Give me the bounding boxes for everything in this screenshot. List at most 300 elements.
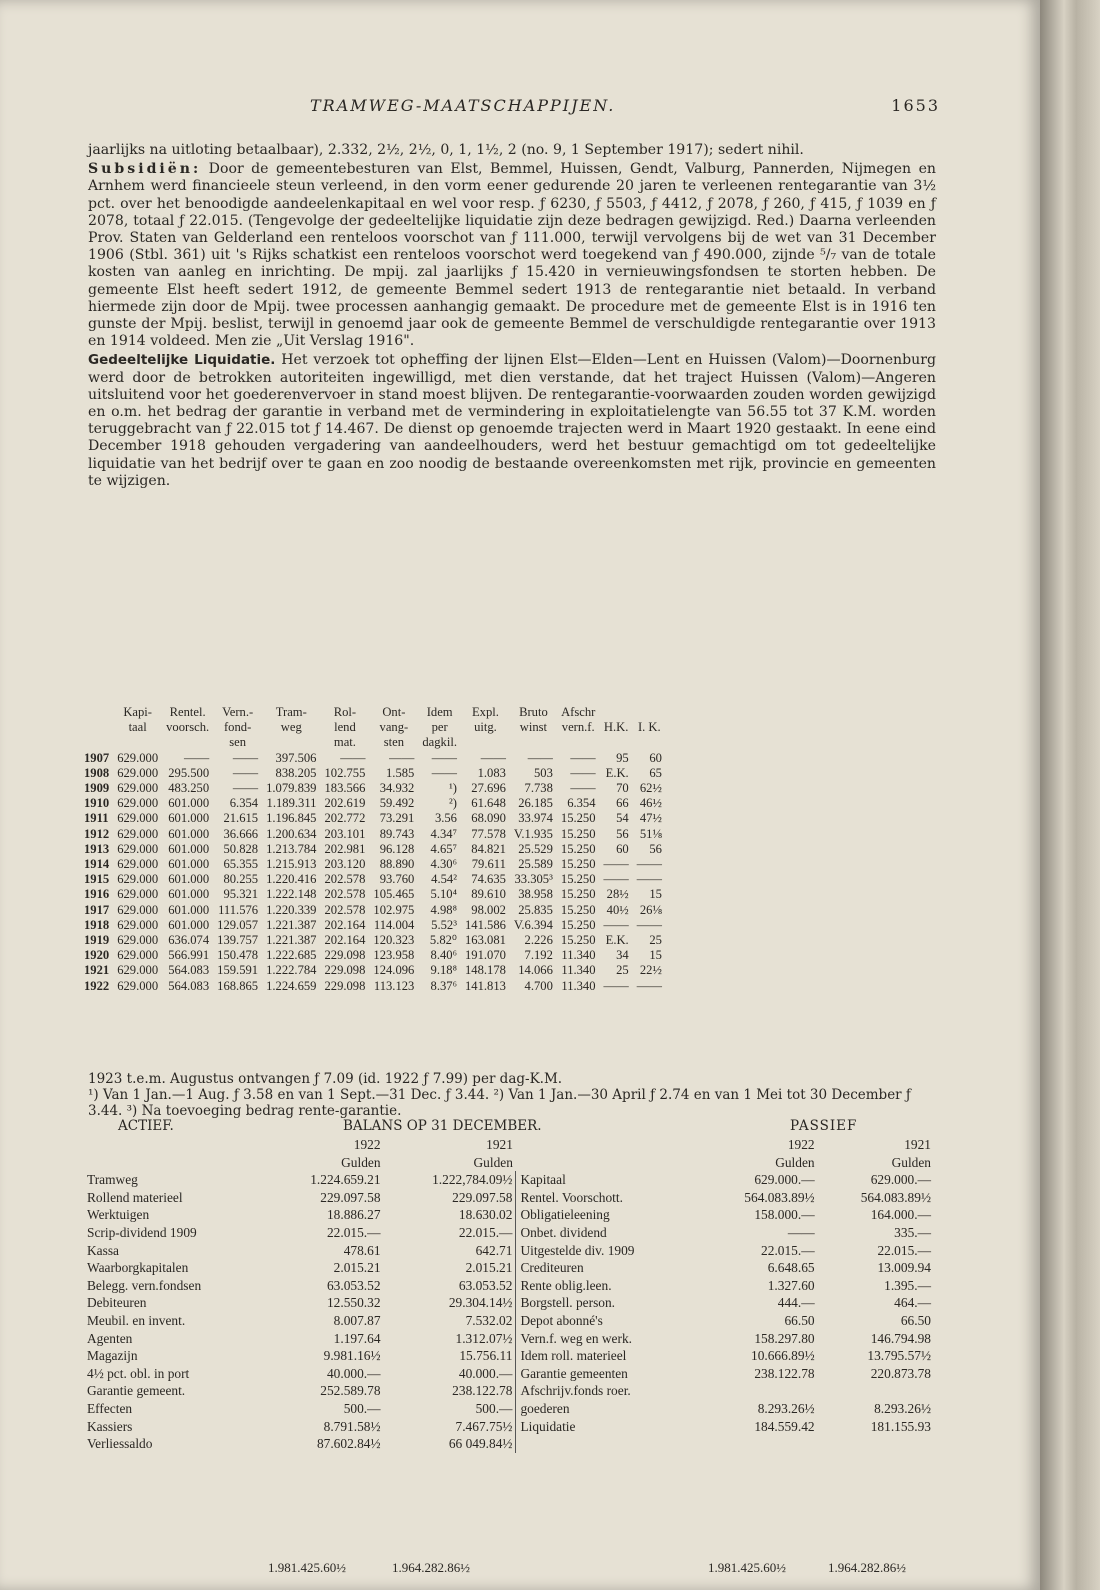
passief-1922: 158.297.80 (754, 1330, 815, 1346)
stats-value-cell: —— (603, 917, 629, 932)
passief-item: Onbet. dividend (516, 1224, 701, 1242)
stats-header-cell (262, 735, 320, 750)
actief-item: Kassa (87, 1242, 119, 1258)
stats-value-cell: 4.65⁷ (430, 841, 457, 856)
actief-title: ACTIEF. (118, 1118, 174, 1134)
passief-1921: 1.395.— (884, 1277, 931, 1293)
stats-value-cell: 47½ (639, 811, 662, 826)
stats-value-cell: 202.981 (324, 841, 366, 856)
passief-1921 (818, 1435, 934, 1453)
stats-header-cell (557, 735, 600, 750)
stats-year-cell: 1921 (84, 963, 110, 978)
balance-row (84, 1435, 934, 1453)
stats-header-cell: sten (383, 735, 405, 750)
actief-1921: 18.630.02 (458, 1207, 513, 1223)
stats-value-cell: 114.004 (373, 917, 415, 932)
stats-value-cell: 129.057 (217, 917, 259, 932)
actief-1921: 229.097.58 (452, 1189, 513, 1205)
stats-value-cell: 1.079.839 (266, 781, 317, 796)
stats-value-cell: 1.189.311 (266, 796, 317, 811)
stats-year-cell: 1914 (84, 857, 110, 872)
stats-value-cell: 15.250 (560, 933, 596, 948)
stats-year-cell: 1911 (84, 811, 109, 826)
passief-1921: 13.009.94 (877, 1260, 931, 1276)
stats-header-cell: fond- (223, 720, 252, 735)
actief-1921: 66 049.84½ (448, 1436, 513, 1452)
actief-1921: 7.532.02 (465, 1312, 513, 1328)
stats-header-cell: sen (229, 735, 247, 750)
stats-value-cell: 1.221.387 (266, 933, 317, 948)
stats-value-cell: 629.000 (117, 887, 159, 902)
passief-1922: 22.015.— (761, 1242, 815, 1258)
stats-value-cell: 124.096 (373, 963, 415, 978)
actief-1921: 7.467.75½ (455, 1418, 513, 1434)
stats-value-cell: 566.991 (168, 948, 210, 963)
stats-header-cell: vang- (379, 720, 409, 735)
stats-value-cell: 7.738 (524, 781, 553, 796)
stats-value-cell: 14.066 (518, 963, 553, 978)
stats-value-cell: 150.478 (217, 948, 259, 963)
stats-value-cell: 96.128 (379, 841, 415, 856)
stats-value-cell: 6.354 (229, 796, 259, 811)
stats-value-cell: 2.226 (524, 933, 553, 948)
stats-year-cell: 1907 (84, 750, 110, 765)
stats-year-cell: 1922 (84, 978, 110, 993)
footnotes (88, 1071, 936, 1119)
stats-value-cell: 503 (534, 765, 553, 780)
stats-value-cell: 629.000 (117, 750, 159, 765)
balance-title-row (118, 1118, 938, 1136)
stats-value-cell: 95.321 (223, 887, 259, 902)
paragraph-dividends: jaarlijks na uitloting betaalbaar), 2.332, 2½, 2½, 0, 1, 1½, 2 (no. 9, 1 September 1917); sedert nihil. (88, 142, 804, 158)
stats-year-cell: 1913 (84, 841, 110, 856)
stats-value-cell: 68.090 (471, 811, 506, 826)
stats-year-cell: 1909 (84, 781, 110, 796)
stats-value-cell: 1.222.784 (266, 963, 317, 978)
stats-value-cell: 15.250 (560, 841, 596, 856)
stats-value-cell: 4.700 (524, 978, 553, 993)
stats-value-cell: 80.255 (223, 872, 259, 887)
page-header (90, 96, 940, 120)
stats-header-cell: taal (128, 720, 147, 735)
passief-1922: 184.559.42 (754, 1418, 815, 1434)
book-edge (1040, 0, 1100, 1590)
stats-value-cell: 89.743 (379, 826, 415, 841)
stats-value-cell: E.K. (605, 765, 629, 780)
stats-value-cell: E.K. (605, 933, 629, 948)
balance-title: BALANS OP 31 DECEMBER. (343, 1118, 542, 1134)
stats-row (84, 933, 666, 948)
actief-1922: 12.550.32 (326, 1295, 381, 1311)
balance-row (84, 1224, 934, 1242)
stats-value-cell: 79.611 (471, 857, 506, 872)
stats-header-cell (600, 705, 633, 720)
passief-1922: 564.083.89½ (744, 1189, 815, 1205)
passief-item: Depot abonné's (516, 1312, 701, 1330)
stats-value-cell: 601.000 (168, 811, 210, 826)
stats-row (84, 857, 666, 872)
stats-value-cell: ¹) (449, 781, 457, 796)
stats-value-cell: 8.40⁶ (430, 948, 457, 963)
stats-header-cell: per (431, 720, 448, 735)
stats-value-cell: V.1.935 (513, 826, 553, 841)
actief-1922: 87.602.84½ (316, 1436, 381, 1452)
actief-1921: 500.— (475, 1400, 513, 1416)
passief-1921: 164.000.— (870, 1207, 931, 1223)
stats-value-cell: 229.098 (324, 948, 366, 963)
balance-unit-row (84, 1154, 934, 1172)
stats-value-cell: 15.250 (560, 887, 596, 902)
stats-header-cell: Rentel. (169, 705, 206, 719)
stats-value-cell: 56 (616, 826, 629, 841)
stats-value-cell: 4.30⁶ (430, 857, 457, 872)
year-heading: 1921 (486, 1137, 513, 1152)
stats-header-cell: Kapi- (123, 705, 152, 719)
balance-row (84, 1171, 934, 1189)
actief-1922: 63.053.52 (326, 1277, 381, 1293)
stats-header-cell: winst (519, 720, 548, 735)
stats-value-cell: 56 (649, 841, 662, 856)
balance-row (84, 1382, 934, 1400)
stats-header-cell: Vern.- (222, 705, 254, 719)
balance-sheet (84, 1136, 934, 1453)
stats-header-cell (162, 735, 213, 750)
stats-value-cell: 22½ (639, 963, 662, 978)
stats-row (84, 781, 666, 796)
stats-value-cell: 60 (649, 750, 662, 765)
stats-value-cell: 5.10⁴ (430, 887, 457, 902)
stats-header-cell: Expl. (471, 705, 499, 719)
stats-value-cell: —— (389, 750, 415, 765)
actief-1921: 29.304.14½ (448, 1295, 513, 1311)
passief-1922: 1.327.60 (767, 1277, 815, 1293)
stats-value-cell: 202.164 (324, 917, 366, 932)
stats-value-cell: 66 (616, 796, 629, 811)
stats-value-cell: 1.196.845 (266, 811, 317, 826)
stats-value-cell: V.6.394 (513, 917, 553, 932)
stats-value-cell: 1.220.339 (266, 902, 317, 917)
stats-header-cell (84, 735, 113, 750)
actief-item: Verliessaldo (87, 1436, 153, 1452)
stats-value-cell: 202.164 (324, 933, 366, 948)
stats-value-cell: 629.000 (117, 933, 159, 948)
stats-header-cell: uitg. (474, 720, 497, 735)
stats-value-cell: 54 (616, 811, 629, 826)
stats-value-cell: 1.222.685 (266, 948, 317, 963)
stats-value-cell: 25 (616, 963, 629, 978)
stats-value-cell: —— (570, 765, 596, 780)
stats-value-cell: 50.828 (223, 841, 259, 856)
stats-value-cell: 202.578 (324, 887, 366, 902)
stats-value-cell: 141.586 (464, 917, 506, 932)
stats-value-cell: —— (480, 750, 506, 765)
stats-value-cell: 203.101 (324, 826, 366, 841)
stats-value-cell: 1.215.913 (266, 857, 317, 872)
stats-value-cell: 70 (616, 781, 629, 796)
stats-value-cell: —— (232, 765, 259, 780)
stats-value-cell: 84.821 (471, 841, 506, 856)
passief-item: Rente oblig.leen. (516, 1277, 701, 1295)
stats-value-cell: 629.000 (117, 963, 159, 978)
passief-1921: 13.795.57½ (867, 1348, 931, 1364)
stats-value-cell: 77.578 (471, 826, 506, 841)
actief-1922: 22.015.— (326, 1224, 381, 1240)
year-heading: 1922 (787, 1137, 815, 1152)
stats-value-cell: 15.250 (560, 917, 596, 932)
stats-value-cell: 15.250 (560, 811, 596, 826)
unit-heading: Gulden (891, 1154, 931, 1170)
passief-1921 (818, 1382, 934, 1400)
year-heading: 1922 (353, 1137, 381, 1152)
balance-row (84, 1400, 934, 1418)
stats-value-cell: 191.070 (464, 948, 506, 963)
stats-value-cell: 4.34⁷ (430, 826, 457, 841)
stats-value-cell: 60 (616, 841, 629, 856)
actief-1921: 1.312.07½ (455, 1330, 513, 1346)
stats-value-cell: 11.340 (561, 978, 596, 993)
stats-value-cell: 1.224.659 (266, 978, 317, 993)
stats-value-cell: 25.589 (518, 857, 553, 872)
stats-value-cell: —— (603, 978, 629, 993)
stats-value-cell: 601.000 (168, 917, 210, 932)
passief-1921: 146.794.98 (870, 1330, 931, 1346)
passief-item: Liquidatie (516, 1418, 701, 1436)
stats-year-cell: 1918 (84, 917, 110, 932)
stats-value-cell: 15.250 (560, 826, 596, 841)
passief-1921: 464.— (894, 1295, 931, 1311)
passief-item: Rentel. Voorschott. (516, 1189, 701, 1207)
actief-1922: 8.007.87 (333, 1312, 381, 1328)
stats-year-cell: 1910 (84, 796, 110, 811)
actief-item: Debiteuren (87, 1295, 147, 1311)
stats-value-cell: 629.000 (117, 857, 159, 872)
paragraph-liquidation (88, 352, 936, 490)
balance-row (84, 1259, 934, 1277)
passief-item: Obligatieleening (516, 1206, 701, 1224)
passief-1921: 629.000.— (870, 1172, 931, 1188)
stats-value-cell: 98.002 (471, 902, 506, 917)
total-passief-1922: 1.981.425.60½ (708, 1560, 786, 1575)
stats-value-cell: 202.772 (324, 811, 366, 826)
stats-value-cell: 229.098 (324, 963, 366, 978)
passief-1921: 181.155.93 (870, 1418, 931, 1434)
stats-value-cell: 183.566 (324, 781, 366, 796)
stats-value-cell: 15 (649, 948, 662, 963)
stats-value-cell: 38.958 (518, 887, 553, 902)
stats-value-cell: 601.000 (168, 872, 210, 887)
stats-value-cell: 202.619 (324, 796, 366, 811)
stats-value-cell: —— (527, 750, 553, 765)
actief-item: Belegg. vern.fondsen (87, 1277, 202, 1293)
stats-header-cell: Bruto (519, 705, 548, 719)
stats-value-cell: 483.250 (168, 781, 210, 796)
passief-1921: 220.873.78 (870, 1365, 931, 1381)
stats-value-cell: ²) (449, 796, 457, 811)
actief-item: Effecten (87, 1400, 133, 1416)
passief-item: Garantie gemeenten (516, 1365, 701, 1383)
passief-1922: 238.122.78 (754, 1365, 815, 1381)
actief-1921: 15.756.11 (459, 1348, 513, 1364)
passief-1921: 8.293.26½ (874, 1400, 931, 1416)
passief-1922: 444.— (777, 1295, 815, 1311)
stats-row (84, 979, 666, 994)
actief-item: Tramweg (87, 1172, 138, 1188)
footnote-refs: ¹) Van 1 Jan.—1 Aug. ƒ 3.58 en van 1 Sept.—31 Dec. ƒ 3.44. ²) Van 1 Jan.—30 April ƒ 2.74 en van 1 Mei tot 30 December ƒ 3.44. ³) Na toevoeging bedrag rente-garantie. (88, 1087, 911, 1119)
stats-value-cell: 9.18⁸ (430, 963, 457, 978)
stats-value-cell: 26⅛ (639, 902, 662, 917)
stats-value-cell: 1.200.634 (266, 826, 317, 841)
passief-1921: 335.— (894, 1224, 931, 1240)
stats-value-cell: 202.578 (324, 902, 366, 917)
actief-item: Waarborgkapitalen (87, 1260, 189, 1276)
actief-1922: 229.097.58 (320, 1189, 381, 1205)
total-passief-1921: 1.964.282.86½ (828, 1560, 906, 1575)
stats-value-cell: 5.52³ (431, 917, 457, 932)
stats-value-cell: 28½ (606, 887, 629, 902)
stats-value-cell: 15.250 (560, 872, 596, 887)
stats-value-cell: —— (232, 750, 259, 765)
stats-header-cell: weg (280, 720, 302, 735)
total-actief-1922: 1.981.425.60½ (268, 1560, 346, 1575)
stats-value-cell: 4.54² (431, 872, 457, 887)
actief-1921: 22.015.— (458, 1224, 513, 1240)
stats-year-cell: 1920 (84, 948, 110, 963)
actief-item: Garantie gemeent. (87, 1383, 186, 1399)
balance-row (84, 1330, 934, 1348)
stats-value-cell: 838.205 (275, 765, 317, 780)
stats-row (84, 872, 666, 887)
balance-year-row (84, 1136, 934, 1154)
stats-value-cell: 93.760 (379, 872, 415, 887)
passief-1922: 158.000.— (754, 1207, 815, 1223)
passief-1922 (701, 1382, 817, 1400)
stats-value-cell: 601.000 (168, 826, 210, 841)
stats-header-cell (633, 735, 666, 750)
stats-value-cell: 564.083 (168, 978, 210, 993)
stats-value-cell: 1.213.784 (266, 841, 317, 856)
stats-header-cell (84, 705, 113, 720)
stats-year-cell: 1915 (84, 872, 110, 887)
stats-value-cell: 5.82⁰ (429, 933, 457, 948)
stats-value-cell: 629.000 (117, 872, 159, 887)
passief-item: Crediteuren (516, 1259, 701, 1277)
stats-value-cell: 629.000 (117, 978, 159, 993)
stats-header-cell: vern.f. (561, 720, 595, 735)
running-title: TRAMWEG-MAATSCHAPPIJEN. (310, 96, 616, 115)
actief-item: Scrip-dividend 1909 (87, 1224, 197, 1240)
stats-value-cell: 113.123 (373, 978, 415, 993)
stats-value-cell: 25.529 (518, 841, 553, 856)
stats-value-cell: 1.221.387 (266, 917, 317, 932)
actief-1922: 500.— (343, 1400, 381, 1416)
balance-row (84, 1242, 934, 1260)
stats-value-cell: 1.220.416 (266, 872, 317, 887)
stats-row (84, 842, 666, 857)
liquidation-label: Gedeeltelijke Liquidatie. (88, 352, 276, 369)
stats-value-cell: 73.291 (379, 811, 415, 826)
stats-value-cell: 564.083 (168, 963, 210, 978)
stats-value-cell: 629.000 (117, 826, 159, 841)
balance-row (84, 1365, 934, 1383)
footnote-income: 1923 t.e.m. Augustus ontvangen ƒ 7.09 (id. 1922 ƒ 7.99) per dag-K.M. (88, 1071, 563, 1087)
stats-year-cell: 1919 (84, 933, 110, 948)
stats-row (84, 887, 666, 902)
stats-value-cell: 629.000 (117, 765, 159, 780)
stats-value-cell: 163.081 (464, 933, 506, 948)
actief-item: 4½ pct. obl. in port (87, 1365, 190, 1381)
passief-1922: 10.666.89½ (751, 1348, 815, 1364)
actief-1922: 18.886.27 (326, 1207, 381, 1223)
stats-row (84, 948, 666, 963)
passief-item: Idem roll. materieel (516, 1347, 701, 1365)
stats-value-cell: 397.506 (275, 750, 317, 765)
stats-header-cell: Tram- (275, 705, 307, 719)
stats-value-cell: 46½ (639, 796, 662, 811)
stats-header-row (84, 735, 666, 750)
actief-1922: 8.791.58½ (323, 1418, 381, 1434)
liquidation-text: Het verzoek tot opheffing der lijnen Elst—Elden—Lent en Huissen (Valom)—Doornenburg werd door de betrokken autoriteiten ingewilligd, met dien verstande, dat het traject Huissen (Valom)—Angeren uitsluitend voor het goederenvervoer in stand moest blijven. De rentegarantie-voorwaarden zouden worden gewijzigd en o.m. het bedrag der garantie in verband met de vermindering in exploitatielengte van 56.55 tot 37 K.M. worden teruggebracht van ƒ 22.015 tot ƒ 14.467. De dienst op genoemde trajecten werd in Maart 1920 gestaakt. In eene eind December 1918 gehouden vergadering van aandeelhouders, werd het bestuur gemachtigd om tot gedeeltelijke liquidatie van het bedrijf over te gaan en zoo noodig de bestaande overeenkomsten met rijk, provincie en gemeenten te wijzigen. (88, 352, 936, 489)
stats-value-cell: 141.813 (464, 978, 506, 993)
stats-header-cell: dagkil. (422, 735, 457, 750)
stats-value-cell: 25.835 (518, 902, 553, 917)
stats-value-cell: 159.591 (217, 963, 259, 978)
stats-value-cell: —— (636, 978, 662, 993)
actief-item: Kassiers (87, 1418, 133, 1434)
stats-value-cell: —— (570, 750, 596, 765)
actief-1922: 1.197.64 (333, 1330, 381, 1346)
stats-value-cell: 229.098 (324, 978, 366, 993)
paragraph-subsidies (88, 161, 936, 350)
stats-header-cell: mat. (333, 735, 356, 750)
stats-header-cell: Afschr (561, 705, 596, 719)
passief-1922: 629.000.— (754, 1172, 815, 1188)
stats-value-cell: 601.000 (168, 841, 210, 856)
stats-value-cell: 95 (616, 750, 629, 765)
stats-row (84, 963, 666, 978)
stats-value-cell: 123.958 (373, 948, 415, 963)
actief-1921: 40.000.— (458, 1365, 513, 1381)
stats-value-cell: 295.500 (168, 765, 210, 780)
stats-value-cell: 629.000 (117, 796, 159, 811)
stats-value-cell: 1.083 (477, 765, 506, 780)
stats-row (84, 903, 666, 918)
stats-value-cell: 26.185 (518, 796, 553, 811)
stats-value-cell: 168.865 (217, 978, 259, 993)
stats-value-cell: —— (232, 781, 259, 796)
balance-row (84, 1206, 934, 1224)
stats-value-cell: 25 (649, 933, 662, 948)
actief-1922: 2.015.21 (333, 1260, 381, 1276)
stats-value-cell: 102.755 (324, 765, 366, 780)
stats-row (84, 796, 666, 811)
stats-value-cell: 120.323 (373, 933, 415, 948)
passief-item: goederen (516, 1400, 701, 1418)
page-number: 1653 (891, 96, 940, 115)
stats-value-cell: 40½ (606, 902, 629, 917)
unit-heading: Gulden (775, 1154, 815, 1170)
stats-value-cell: 139.757 (217, 933, 259, 948)
passief-item: Borgstell. person. (516, 1294, 701, 1312)
passief-item: Kapitaal (516, 1171, 701, 1189)
stats-header-cell: Idem (426, 705, 453, 719)
stats-value-cell: 15 (649, 887, 662, 902)
stats-value-cell: —— (603, 872, 629, 887)
stats-value-cell: —— (636, 872, 662, 887)
passief-1922: 66.50 (784, 1312, 815, 1328)
passief-1922 (701, 1435, 817, 1453)
actief-item: Agenten (87, 1330, 133, 1346)
stats-value-cell: 36.666 (223, 826, 259, 841)
